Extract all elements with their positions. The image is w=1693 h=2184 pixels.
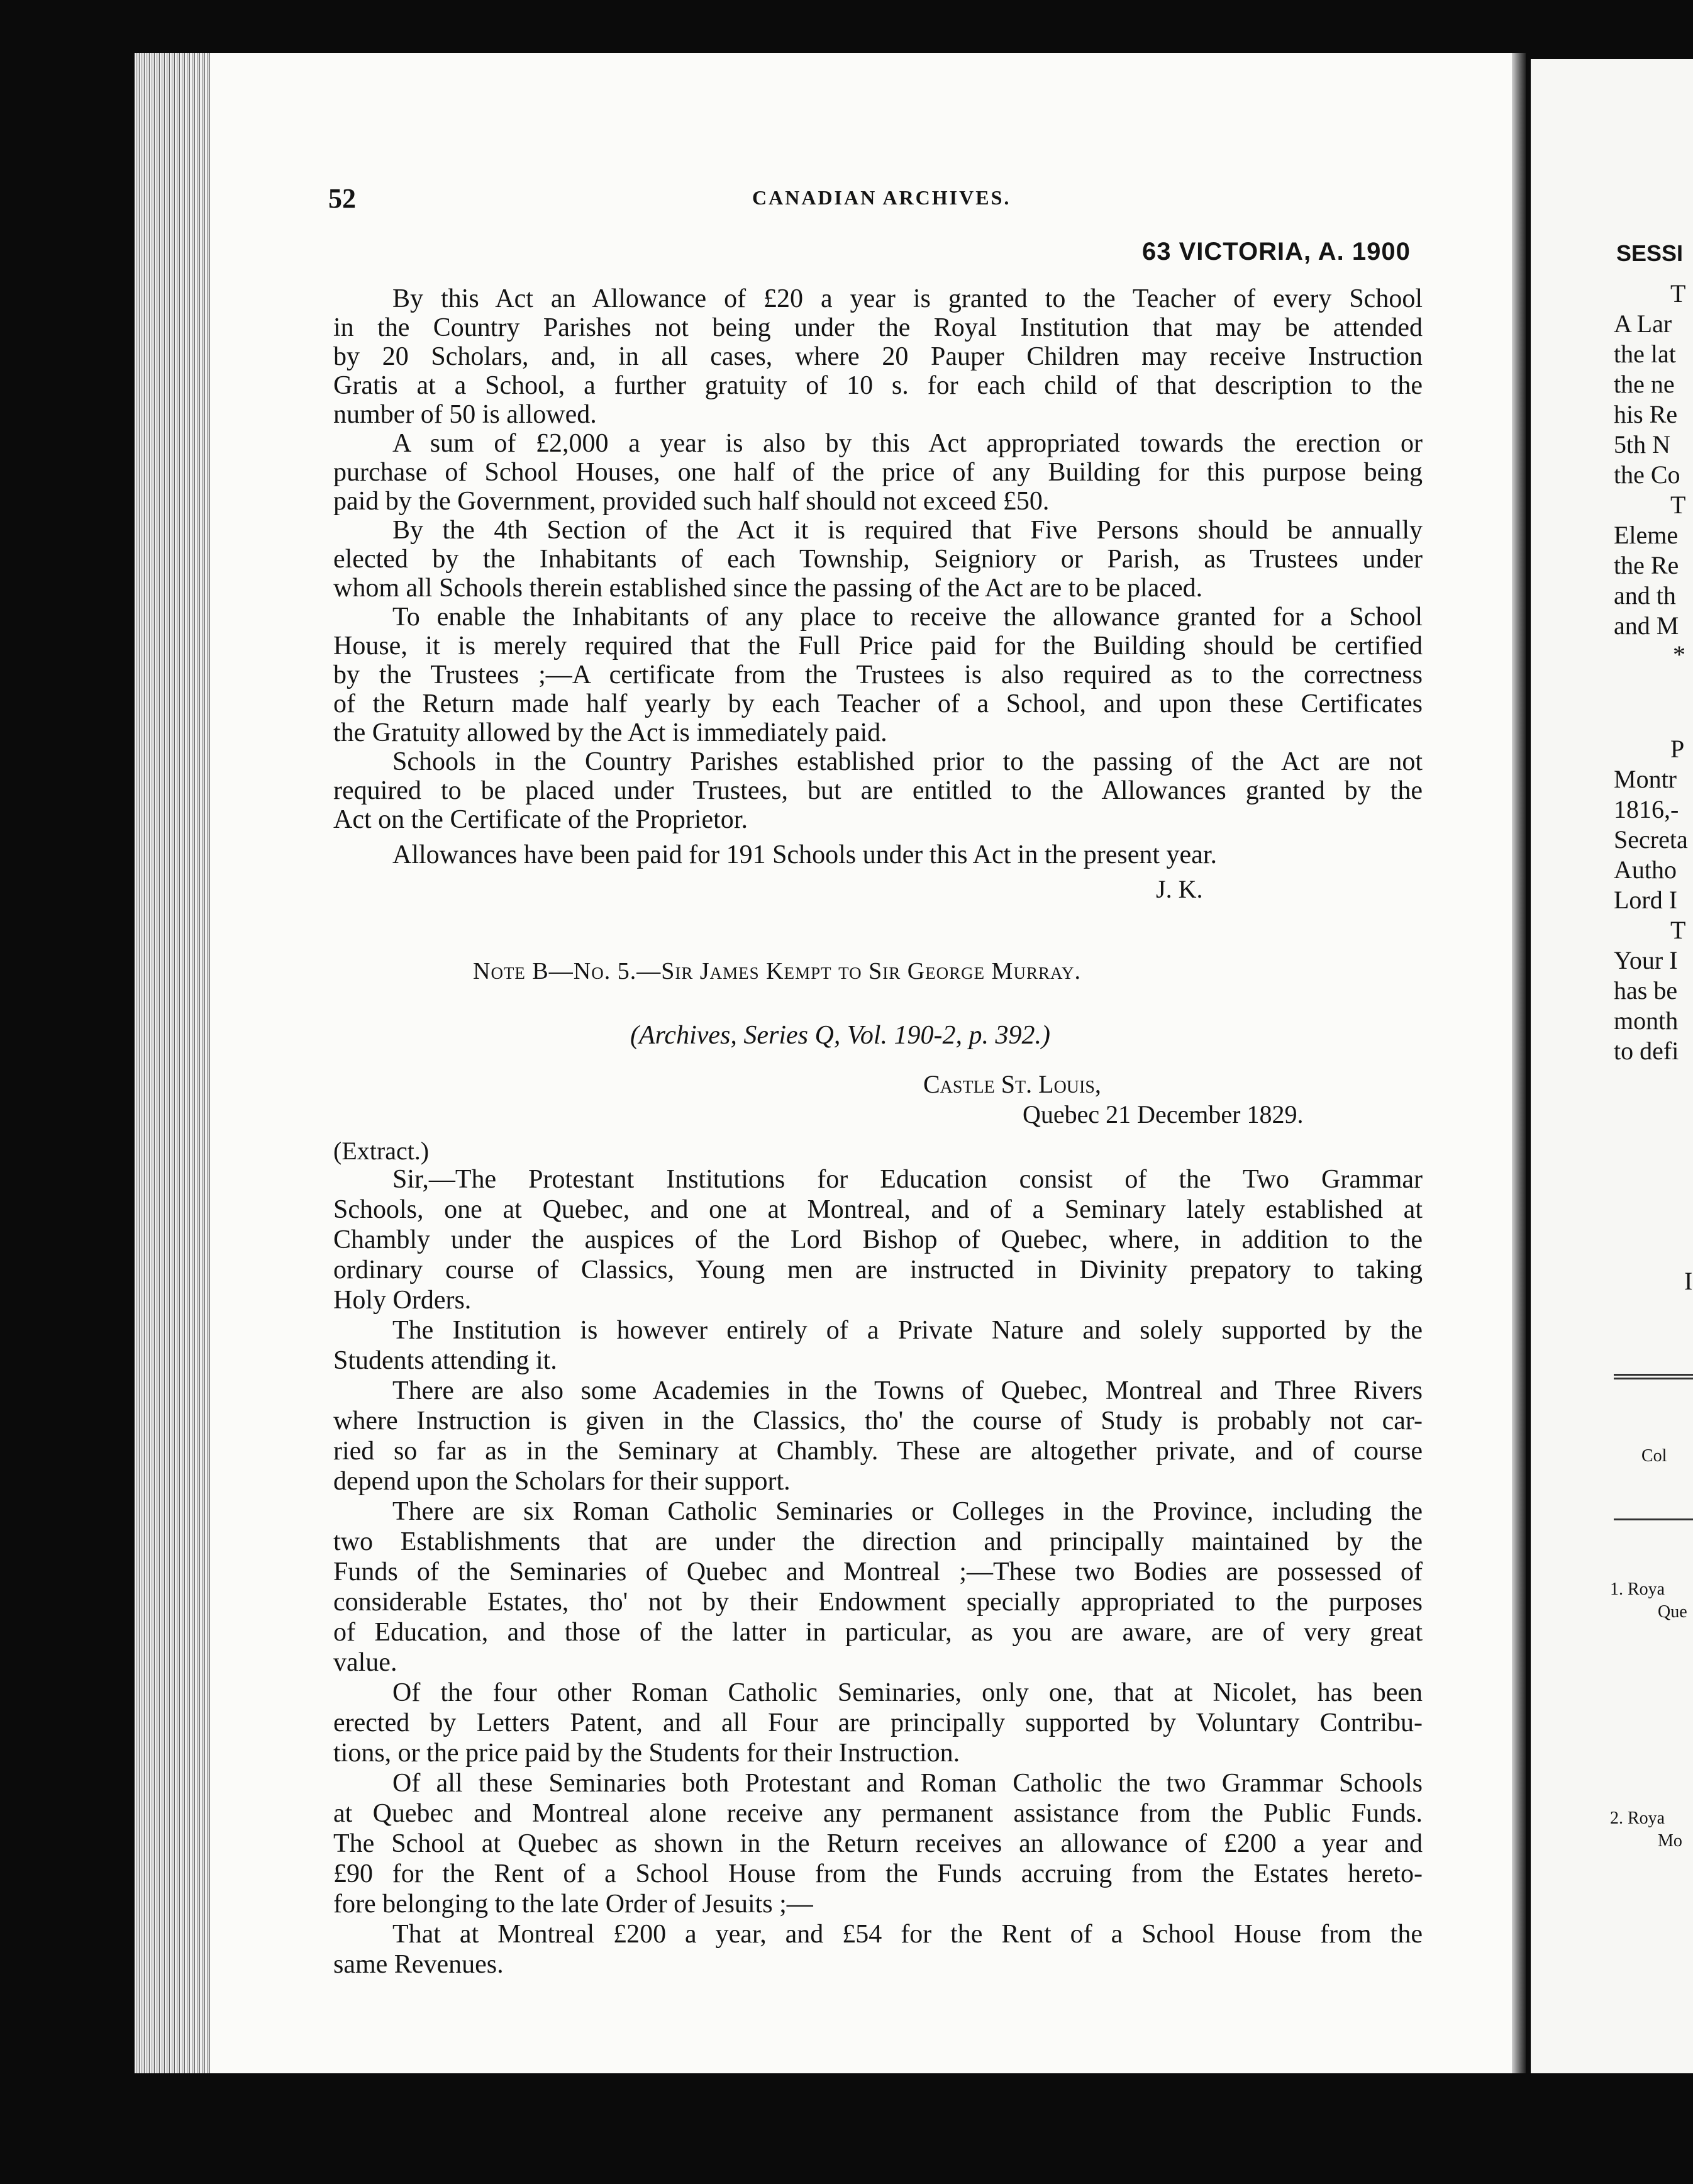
- running-head: CANADIAN ARCHIVES.: [752, 186, 1011, 209]
- text-line: Chambly under the auspices of the Lord Bishop of Quebec, where, in addition to the: [333, 1225, 1423, 1254]
- text-line: of Education, and those of the latter in particular, as you are aware, are of very great: [333, 1618, 1423, 1647]
- right-text-fragment: I: [1684, 1267, 1693, 1295]
- text-line: at Quebec and Montreal alone receive any permanent assistance from the Public Funds.: [333, 1799, 1423, 1828]
- text-line: paid by the Government, provided such half should not exceed £50.: [333, 487, 1050, 516]
- right-text-fragment: T: [1670, 279, 1686, 308]
- text-line: To enable the Inhabitants of any place to receive the allowance granted for a School: [392, 603, 1423, 632]
- text-line: considerable Estates, tho' not by their Endowment specially appropriated to the purposes: [333, 1588, 1423, 1617]
- right-text-fragment: P: [1670, 735, 1685, 763]
- text-line: by the Trustees ;—A certificate from the Trustees is also required as to the correctness: [333, 660, 1423, 689]
- text-line: the Gratuity allowed by the Act is immediately paid.: [333, 718, 887, 747]
- text-line: By this Act an Allowance of £20 a year is granted to the Teacher of every School: [392, 284, 1423, 313]
- text-line: Holy Orders.: [333, 1286, 472, 1315]
- page-edges: [135, 53, 210, 2073]
- text-line: A sum of £2,000 a year is also by this Act appropriated towards the erection or: [392, 429, 1423, 458]
- text-line: There are also some Academies in the Towns of Quebec, Montreal and Three Rivers: [392, 1376, 1423, 1405]
- right-text-fragment: Your I: [1614, 946, 1678, 974]
- text-line: tions, or the price paid by the Students for their Instruction.: [333, 1739, 960, 1768]
- text-line: Act on the Certificate of the Proprietor.: [333, 805, 748, 834]
- source-reference: (Archives, Series Q, Vol. 190-2, p. 392.): [630, 1021, 1050, 1050]
- right-text-fragment: has be: [1614, 976, 1678, 1005]
- text-line: whom all Schools therein established since the passing of the Act are to be placed.: [333, 574, 1203, 603]
- right-text-fragment: his Re: [1614, 400, 1678, 428]
- text-line: £90 for the Rent of a School House from the Funds accruing from the Estates hereto-: [333, 1859, 1423, 1888]
- page-number: 52: [328, 183, 356, 214]
- right-text-fragment: the Co: [1614, 460, 1680, 489]
- text-line: The School at Quebec as shown in the Return receives an allowance of £200 a year and: [333, 1829, 1423, 1858]
- text-line: value.: [333, 1648, 397, 1677]
- text-line: ordinary course of Classics, Young men are instructed in Divinity prepatory to taking: [333, 1256, 1423, 1284]
- text-line: Allowances have been paid for 191 Schools under this Act in the present year.: [392, 840, 1217, 869]
- text-line: depend upon the Scholars for their support.: [333, 1467, 791, 1496]
- right-session-fragment: SESSI: [1616, 240, 1684, 266]
- right-text-fragment: A Lar: [1614, 309, 1672, 338]
- signature-initials: J. K.: [1156, 875, 1203, 903]
- table-rule: [1614, 1374, 1693, 1376]
- text-line: of the Return made half yearly by each Teacher of a School, and upon these Certificates: [333, 689, 1423, 718]
- right-text-fragment: Que: [1658, 1602, 1687, 1622]
- text-line: Schools in the Country Parishes established prior to the passing of the Act are not: [392, 747, 1423, 776]
- text-line: Schools, one at Quebec, and one at Montreal, and of a Seminary lately established at: [333, 1195, 1423, 1224]
- right-text-fragment: Col: [1641, 1446, 1667, 1466]
- right-page: [1531, 59, 1693, 2073]
- book-gutter: [1512, 53, 1526, 2073]
- right-text-fragment: Autho: [1614, 855, 1677, 884]
- text-line: fore belonging to the late Order of Jesuits ;—: [333, 1890, 813, 1919]
- text-line: Of all these Seminaries both Protestant and Roman Catholic the two Grammar Schools: [392, 1769, 1423, 1798]
- text-line: Funds of the Seminaries of Quebec and Montreal ;—These two Bodies are possessed of: [333, 1557, 1423, 1586]
- text-line: same Revenues.: [333, 1950, 504, 1979]
- right-text-fragment: to defi: [1614, 1037, 1679, 1065]
- text-line: elected by the Inhabitants of each Township, Seigniory or Parish, as Trustees under: [333, 545, 1423, 574]
- right-text-fragment: Lord I: [1614, 886, 1678, 914]
- right-text-fragment: and M: [1614, 611, 1679, 640]
- right-text-fragment: 5th N: [1614, 430, 1670, 459]
- text-line: Sir,—The Protestant Institutions for Education consist of the Two Grammar: [392, 1165, 1423, 1194]
- text-line: purchase of School Houses, one half of the price of any Building for this purpose being: [333, 458, 1423, 487]
- table-rule: [1614, 1378, 1693, 1379]
- text-line: House, it is merely required that the Full Price paid for the Building should be certified: [333, 632, 1423, 660]
- text-line: There are six Roman Catholic Seminaries or Colleges in the Province, including the: [392, 1497, 1423, 1526]
- right-text-fragment: the Re: [1614, 551, 1679, 579]
- text-line: Gratis at a School, a further gratuity of 10 s. for each child of that description to the: [333, 371, 1423, 400]
- text-line: where Instruction is given in the Classics, tho' the course of Study is probably not car-: [333, 1407, 1423, 1435]
- right-text-fragment: T: [1670, 916, 1686, 944]
- text-line: number of 50 is allowed.: [333, 400, 597, 429]
- text-line: The Institution is however entirely of a Private Nature and solely supported by the: [392, 1316, 1423, 1345]
- extract-label: (Extract.): [333, 1137, 430, 1165]
- text-line: Students attending it.: [333, 1346, 557, 1375]
- text-line: By the 4th Section of the Act it is required that Five Persons should be annually: [392, 516, 1423, 545]
- right-text-fragment: Secreta: [1614, 825, 1688, 854]
- text-line: by 20 Scholars, and, in all cases, where 20 Pauper Children may receive Instruction: [333, 342, 1423, 371]
- session-mark: 63 VICTORIA, A. 1900: [1142, 238, 1411, 265]
- right-text-fragment: 1. Roya: [1610, 1580, 1665, 1599]
- letter-date: Quebec 21 December 1829.: [1023, 1100, 1304, 1128]
- right-text-fragment: T: [1670, 491, 1686, 519]
- right-text-fragment: and th: [1614, 581, 1676, 610]
- right-text-fragment: the ne: [1614, 370, 1675, 398]
- right-text-fragment: *: [1673, 640, 1685, 669]
- table-rule: [1614, 1518, 1693, 1520]
- text-line: ried so far as in the Seminary at Chambly. These are altogether private, and of course: [333, 1437, 1423, 1466]
- right-text-fragment: the lat: [1614, 340, 1676, 368]
- right-text-fragment: 2. Roya: [1610, 1808, 1665, 1828]
- text-line: That at Montreal £200 a year, and £54 for the Rent of a School House from the: [392, 1920, 1423, 1949]
- right-text-fragment: Eleme: [1614, 521, 1679, 549]
- text-line: erected by Letters Patent, and all Four are principally supported by Voluntary Contribu-: [333, 1708, 1423, 1737]
- text-line: in the Country Parishes not being under the Royal Institution that may be attended: [333, 313, 1423, 342]
- text-line: Of the four other Roman Catholic Seminaries, only one, that at Nicolet, has been: [392, 1678, 1423, 1707]
- letter-place: Castle St. Louis,: [923, 1070, 1101, 1098]
- text-line: two Establishments that are under the direction and principally maintained by the: [333, 1527, 1423, 1556]
- text-line: required to be placed under Trustees, but are entitled to the Allowances granted by the: [333, 776, 1423, 805]
- right-text-fragment: Mo: [1658, 1831, 1682, 1851]
- right-text-fragment: Montr: [1614, 765, 1677, 793]
- right-text-fragment: month: [1614, 1006, 1679, 1035]
- right-text-fragment: 1816,-: [1614, 795, 1679, 823]
- note-heading: Note B—No. 5.—Sir James Kempt to Sir George Murray.: [473, 958, 1081, 984]
